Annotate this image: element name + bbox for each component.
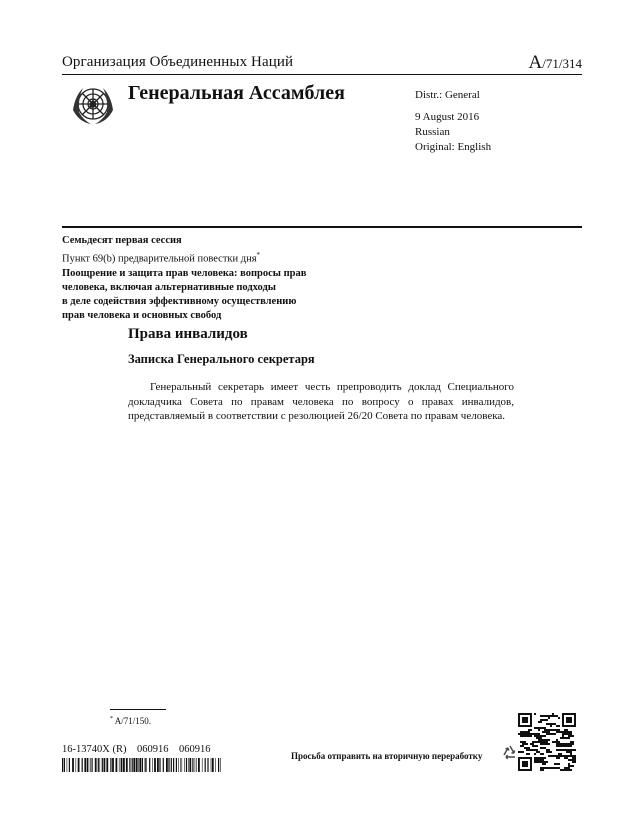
footnote-ref: *	[256, 251, 261, 259]
date-line: 9 August 2016	[415, 111, 480, 123]
section-rule	[62, 226, 582, 228]
symbol-rest: /71/314	[542, 56, 582, 71]
body-paragraph: Генеральный секретарь имеет честь препроводить доклад Специального докладчика Совета по правам человека по вопросу о правах инвалидов, представляемый в соответствии с резолюцией 26/20 Совета по правам человека.	[128, 381, 514, 422]
symbol-prefix: A	[528, 52, 543, 73]
session-line: Семьдесят первая сессия	[62, 235, 182, 246]
distr-line: Distr.: General	[415, 89, 480, 101]
agenda-item: Пункт 69(b) предварительной повестки дня	[62, 253, 257, 265]
agenda-topic-line: в деле содействия эффективному осуществлению	[62, 295, 297, 307]
organization-name: Организация Объединенных Наций	[62, 54, 294, 70]
agenda-topic-line: Поощрение и защита прав человека: вопросы прав	[62, 267, 307, 279]
original-line: Original: English	[415, 141, 492, 153]
footnote-mark: *	[110, 716, 113, 722]
document-subtitle: Записка Генерального секретаря	[128, 352, 315, 366]
job-number: 16-13740X (R) 060916 060916	[62, 744, 211, 755]
qr-code-icon	[518, 713, 576, 771]
body-text	[128, 380, 514, 424]
agenda-block	[62, 234, 352, 323]
language-line: Russian	[415, 126, 450, 138]
agenda-topic-line: человека, включая альтернативные подходы	[62, 281, 276, 293]
footnote	[110, 716, 151, 726]
footnote-text: A/71/150.	[114, 716, 152, 726]
document-title: Права инвалидов	[128, 326, 248, 342]
footnote-rule	[110, 709, 166, 710]
barcode-icon	[62, 758, 222, 772]
recycle-note: Просьба отправить на вторичную переработку	[291, 751, 483, 761]
distribution-block	[415, 88, 491, 155]
header-rule	[62, 74, 582, 75]
agenda-item-line	[62, 248, 352, 267]
un-emblem-icon	[67, 80, 119, 132]
agenda-topic-line: прав человека и основных свобод	[62, 309, 222, 321]
assembly-title: Генеральная Ассамблея	[128, 82, 345, 104]
recycle-icon	[500, 743, 520, 763]
document-symbol	[529, 52, 582, 74]
